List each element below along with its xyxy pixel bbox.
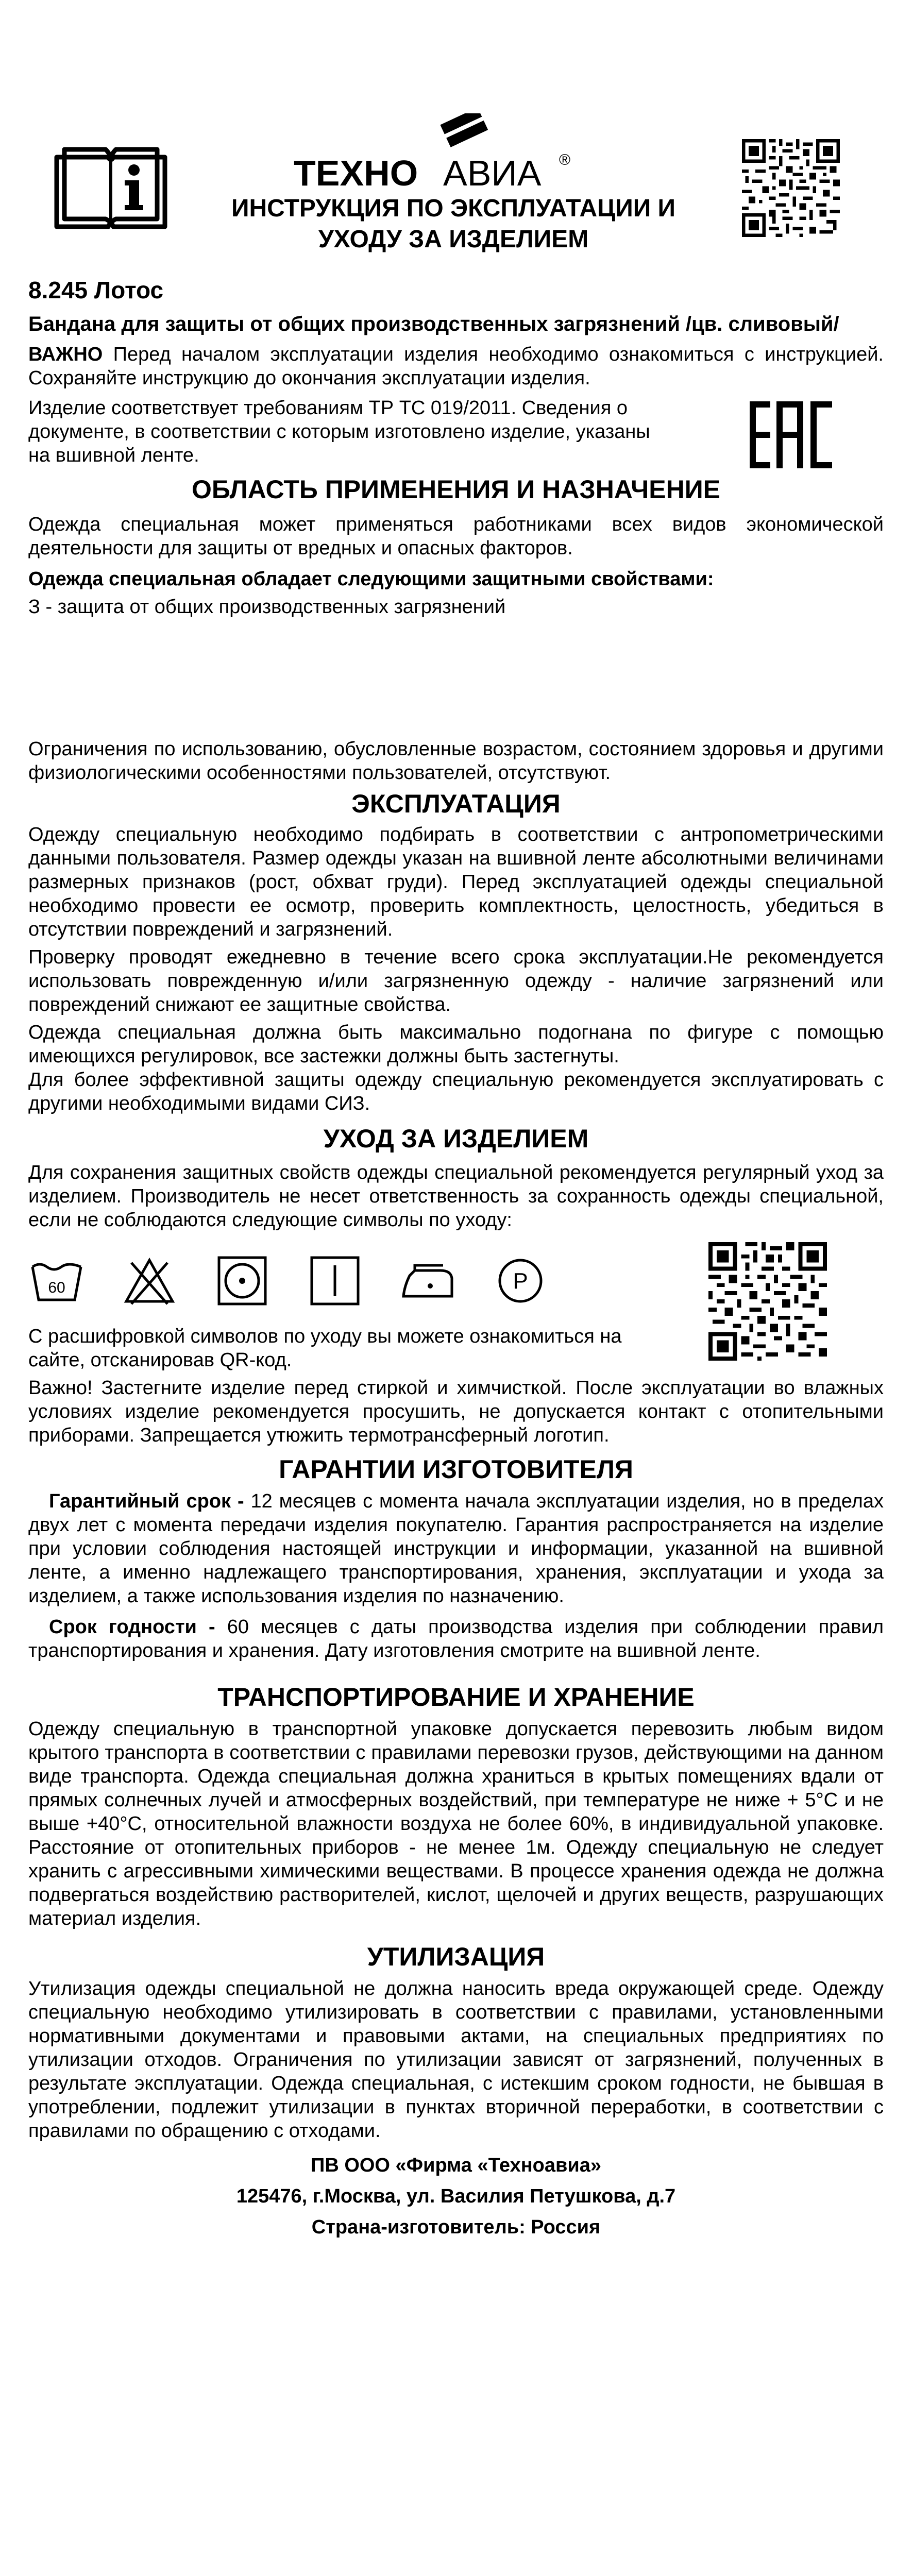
operation-paragraph-1: Одежду специальную необходимо подбирать в соответствии с антропометрическими данными пользователя. Размер одежды указан на вшивной ленте абсолютными величинами размерных признаков (рост, обхват груди). Перед эксплуатацией одежды специальной необходимо провести ее осмотр, проверить комплектность, целостность, убедиться в отсутствии повреждений и загрязнений. [28, 824, 884, 940]
company-name: ПВ ООО «Фирма «Техноавиа» [311, 2155, 601, 2176]
document-title [185, 193, 721, 255]
conformity-row [28, 396, 884, 473]
line-dry-icon [307, 1252, 363, 1309]
conformity-text: Изделие соответствует требованиям ТР ТС 019/2011. Сведения о документе, в соответствии с которым изготовлено изделие, указаны на вшивной ленте. [28, 397, 650, 466]
care-paragraph-1: Для сохранения защитных свойств одежды специальной рекомендуется регулярный уход за изделием. Производитель не несет ответственность за сохранность одежды специальной, если не соблюдаются следующие символы по уходу: [28, 1162, 884, 1231]
title-line-1: ИНСТРУКЦИЯ ПО ЭКСПЛУАТАЦИИ И [231, 195, 676, 222]
no-bleach-icon [121, 1252, 178, 1309]
warranty-label: Гарантийный срок - [49, 1490, 251, 1512]
qr-code-icon[interactable] [742, 139, 840, 237]
shelf-life-label: Срок годности - [49, 1616, 227, 1638]
section-title-care: УХОД ЗА ИЗДЕЛИЕМ [323, 1124, 589, 1153]
care-qr-note: С расшифровкой символов по уходу вы можете ознакомиться на сайте, отсканировав QR-код. [28, 1326, 622, 1371]
product-name: Бандана для защиты от общих производственных загрязнений /цв. сливовый/ [28, 313, 839, 335]
dry-clean-letter: P [513, 1268, 528, 1294]
dry-clean-p-icon [492, 1252, 549, 1309]
section-title-disposal: УТИЛИЗАЦИЯ [367, 1942, 545, 1971]
usage-limits: Ограничения по использованию, обусловленные возрастом, состоянием здоровья и другими физиологическими особенностями пользователей, отсутствуют. [28, 738, 884, 784]
transport-paragraph: Одежду специальную в транспортной упаковке допускается перевозить любым видом крытого транспорта в соответствии с правилами перевозки грузов, действующими на данном виде транспорта. Одежда специальная должна храниться в крытых помещениях вдали от прямых солнечных лучей и атмосферных воздействий, при температуре не ниже + 5°С и не выше +40°С, относительной влажности воздуха не более 60%, в индивидуальной упаковке. Расстояние от отопительных приборов - не менее 1м. Одежду специальную не следует хранить с агрессивными химическими веществами. В процессе хранения одежда не должна подвергаться воздействию растворителей, кислот, щелочей и других веществ, разрушающих материал изделия. [28, 1718, 884, 1929]
wash-60-icon [28, 1252, 85, 1309]
care-paragraph-2: Важно! Застегните изделие перед стиркой и химчисткой. После эксплуатации во влажных условиях изделие рекомендуется просушить, не допускается контакт с отопительными приборами. Запрещается утюжить термотрансферный логотип. [28, 1377, 884, 1446]
care-symbols-row [28, 1242, 884, 1376]
operation-paragraph-4: Для более эффективной защиты одежду специальную рекомендуется эксплуатировать с другими необходимыми видами СИЗ. [28, 1069, 884, 1114]
warranty-paragraph-1 [28, 1489, 884, 1608]
important-label: ВАЖНО [28, 344, 103, 365]
care-qr-code-icon[interactable] [708, 1242, 827, 1361]
brand-logo [289, 113, 598, 191]
title-line-2: УХОДУ ЗА ИЗДЕЛИЕМ [318, 226, 589, 253]
section-title-scope: ОБЛАСТЬ ПРИМЕНЕНИЯ И НАЗНАЧЕНИЕ [192, 475, 720, 504]
operation-paragraph-2: Проверку проводят ежедневно в течение всего срока эксплуатации.Не рекомендуется использовать поврежденную и/или загрязненную одежду - наличие загрязнений или повреждений снижают ее защитные свойства. [28, 946, 884, 1015]
company-address: 125476, г.Москва, ул. Василия Петушкова, д.7 [236, 2185, 676, 2207]
scope-paragraph: Одежда специальная может применяться работниками всех видов экономической деятельности для защиты от вредных и опасных факторов. [28, 514, 884, 559]
registered-mark: ® [559, 151, 571, 168]
important-notice [28, 343, 884, 390]
info-book-icon [52, 144, 170, 232]
tumble-dry-icon [214, 1252, 270, 1309]
country-of-origin: Страна-изготовитель: Россия [311, 2216, 601, 2238]
section-title-warranty: ГАРАНТИИ ИЗГОТОВИТЕЛЯ [279, 1455, 633, 1484]
section-title-transport: ТРАНСПОРТИРОВАНИЕ И ХРАНЕНИЕ [217, 1683, 695, 1711]
eac-mark-icon [750, 401, 832, 468]
brand-name-part1: ТЕХНО [294, 153, 418, 191]
brand-name-part2: АВИА [443, 153, 542, 191]
care-symbols [28, 1252, 698, 1314]
content [28, 276, 884, 2243]
shelf-life-paragraph [28, 1615, 884, 1663]
disposal-paragraph: Утилизация одежды специальной не должна наносить вреда окружающей среде. Одежду специальную необходимо утилизировать в соответствии с правилами, установленными нормативными документами и правовыми актами, на специальных предприятиях по утилизации отходов. Ограничения по утилизации зависят от загрязнений, полученных в результате эксплуатации. Одежда специальная, с истекшим сроком годности, не бывшая в употреблении, подлежит утилизации в пунктах вторичной переработки, в соответствии с правилами по обращению с отходами. [28, 1978, 884, 2142]
important-text: Перед началом эксплуатации изделия необходимо ознакомиться с инструкцией. Сохраняйте инструкцию до окончания эксплуатации изделия. [28, 344, 884, 389]
shelf-life-text: 60 месяцев с даты производства изделия при соблюдении правил транспортирования и хранения. Дату изготовления смотрите на вшивной ленте. [28, 1616, 884, 1662]
brand-logo-mark [289, 113, 598, 191]
header [0, 103, 913, 258]
protective-properties-title: Одежда специальная обладает следующими защитными свойствами: [28, 568, 714, 590]
wash-temperature: 60 [48, 1279, 65, 1296]
iron-low-icon [399, 1252, 456, 1309]
footer [28, 2150, 884, 2243]
protective-property-item: З - защита от общих производственных загрязнений [28, 596, 506, 618]
product-code: 8.245 Лотос [28, 277, 164, 303]
operation-paragraph-3: Одежда специальная должна быть максимально подогнана по фигуре с помощью имеющихся регулировок, все застежки должны быть застегнуты. [28, 1022, 884, 1067]
warranty-text: 12 месяцев с момента начала эксплуатации изделия, но в пределах двух лет с момента передачи изделия покупателю. Гарантия распространяется на изделие при условии соблюдения настоящей инструкции и информации, указанной на вшивной ленте, а именно надлежащего транспортирования, хранения, эксплуатации и ухода за изделием, а также использования изделия по назначению. [28, 1490, 884, 1607]
section-title-operation: ЭКСПЛУАТАЦИЯ [351, 789, 561, 818]
